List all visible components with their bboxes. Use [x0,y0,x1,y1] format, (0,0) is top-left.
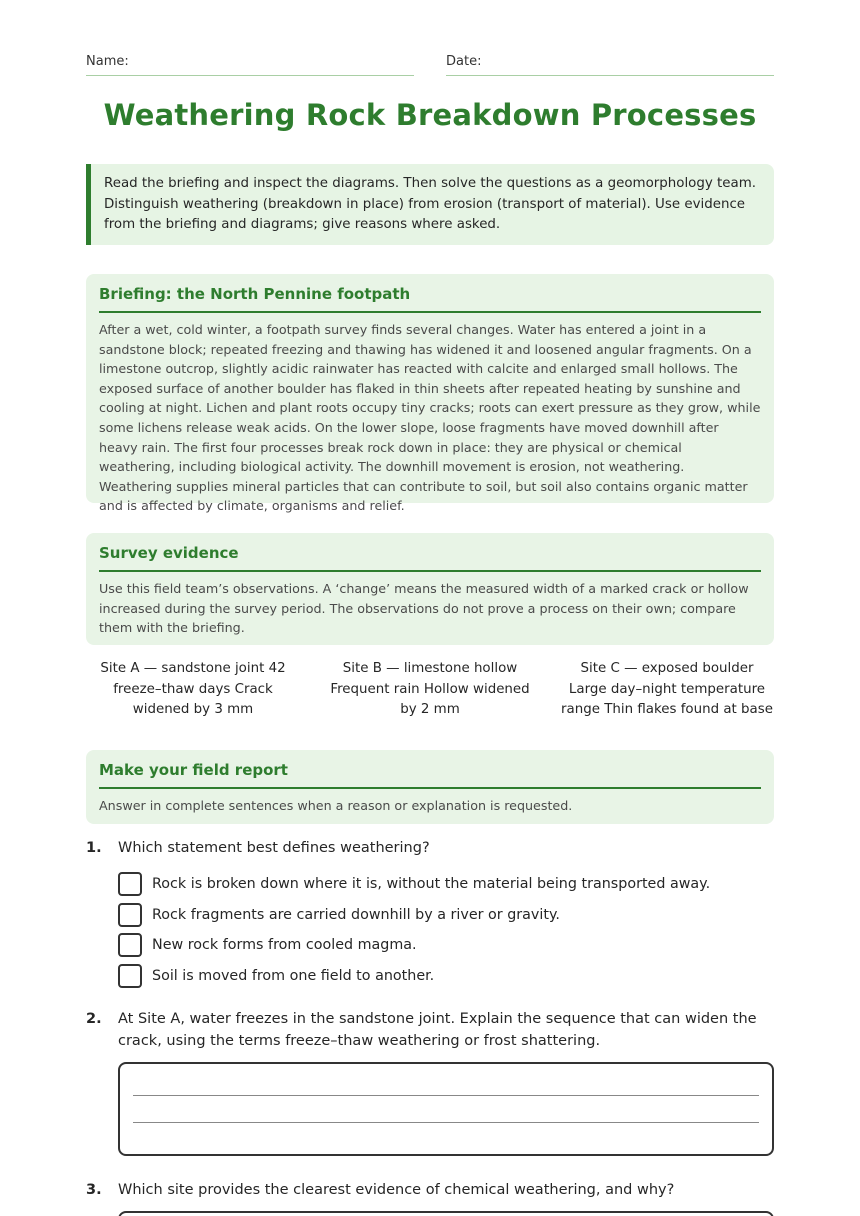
question-3-answer-box[interactable] [118,1211,774,1216]
answer-line [133,1122,759,1123]
date-field[interactable] [446,54,774,76]
checkbox[interactable] [118,903,142,927]
question-1-options [118,869,710,991]
question-2 [86,1008,774,1052]
checkbox[interactable] [118,964,142,988]
field-report-panel [86,750,774,824]
site-b-observation: Site B — limestone hollow Frequent rain Hollow widened by 2 mm [330,661,530,717]
option-2[interactable] [118,900,710,931]
answer-line [133,1095,759,1096]
name-label: Name: [86,54,129,69]
site-a-observation: Site A — sandstone joint 42 freeze–thaw days Crack widened by 3 mm [100,661,286,717]
option-label: New rock forms from cooled magma. [152,937,417,954]
option-3[interactable] [118,930,710,961]
briefing-panel [86,274,774,514]
site-c-observation: Site C — exposed boulder Large day–night temperature range Thin flakes found at base [561,661,773,717]
checkbox[interactable] [118,872,142,896]
option-label: Soil is moved from one field to another. [152,967,435,984]
option-label: Rock is broken down where it is, without the material being transported away. [152,876,711,893]
question-text: At Site A, water freezes in the sandstone joint. Explain the sequence that can widen the crack, using the terms freeze–thaw weathering or frost shattering. [118,1011,757,1049]
intro-instructions: Read the briefing and inspect the diagrams. Then solve the questions as a geomorphology team. Distinguish weathering (breakdown in place) from erosion (transport of material). Use evidence from the briefing and diagrams; give reasons where asked. [86,164,774,245]
site-observations [86,659,774,721]
date-label: Date: [446,54,482,69]
survey-evidence-text: Use this field team’s observations. A ‘change’ means the measured width of a marked crack or hollow increased during the survey period. The observations do not prove a process on their own; compare them with the briefing. [99,581,749,636]
option-1[interactable] [118,869,710,900]
question-number: 3. [86,1182,102,1198]
question-3 [86,1179,774,1201]
field-report-heading: Make your field report [99,761,761,789]
question-number: 2. [86,1011,102,1027]
question-text: Which statement best defines weathering? [118,840,430,856]
briefing-heading: Briefing: the North Pennine footpath [99,285,761,313]
option-4[interactable] [118,961,710,992]
checkbox[interactable] [118,933,142,957]
question-text: Which site provides the clearest evidence of chemical weathering, and why? [118,1182,675,1198]
question-2-answer-box[interactable] [118,1062,774,1156]
briefing-text: After a wet, cold winter, a footpath survey finds several changes. Water has entered a joint in a sandstone block; repeated freezing and thawing has widened it and loosened angular fragments. On a limestone outcrop, slightly acidic rainwater has reacted with calcite and enlarged small hollows. The exposed surface of another boulder has flaked in thin sheets after repeated heating by sunshine and cooling at night. Lichen and plant roots occupy tiny cracks; roots can exert pressure as they grow, while some lichens release weak acids. On the lower slope, loose fragments have moved downhill after heavy rain. The first four processes break rock down in place: they are physical or chemical weathering, including biological activity. The downhill movement is erosion, not weathering. Weathering supplies mineral particles that can contribute to soil, but soil also contains organic matter and is affected by climate, organisms and relief. [99,322,761,514]
question-number: 1. [86,840,102,856]
option-label: Rock fragments are carried downhill by a river or gravity. [152,906,560,923]
survey-evidence-panel [86,533,774,645]
question-1 [86,837,774,859]
field-report-text: Answer in complete sentences when a reason or explanation is requested. [99,798,573,813]
name-field[interactable] [86,54,414,76]
page-title: Weathering Rock Breakdown Processes [103,98,757,132]
name-date-row [86,54,774,76]
survey-evidence-heading: Survey evidence [99,544,761,572]
